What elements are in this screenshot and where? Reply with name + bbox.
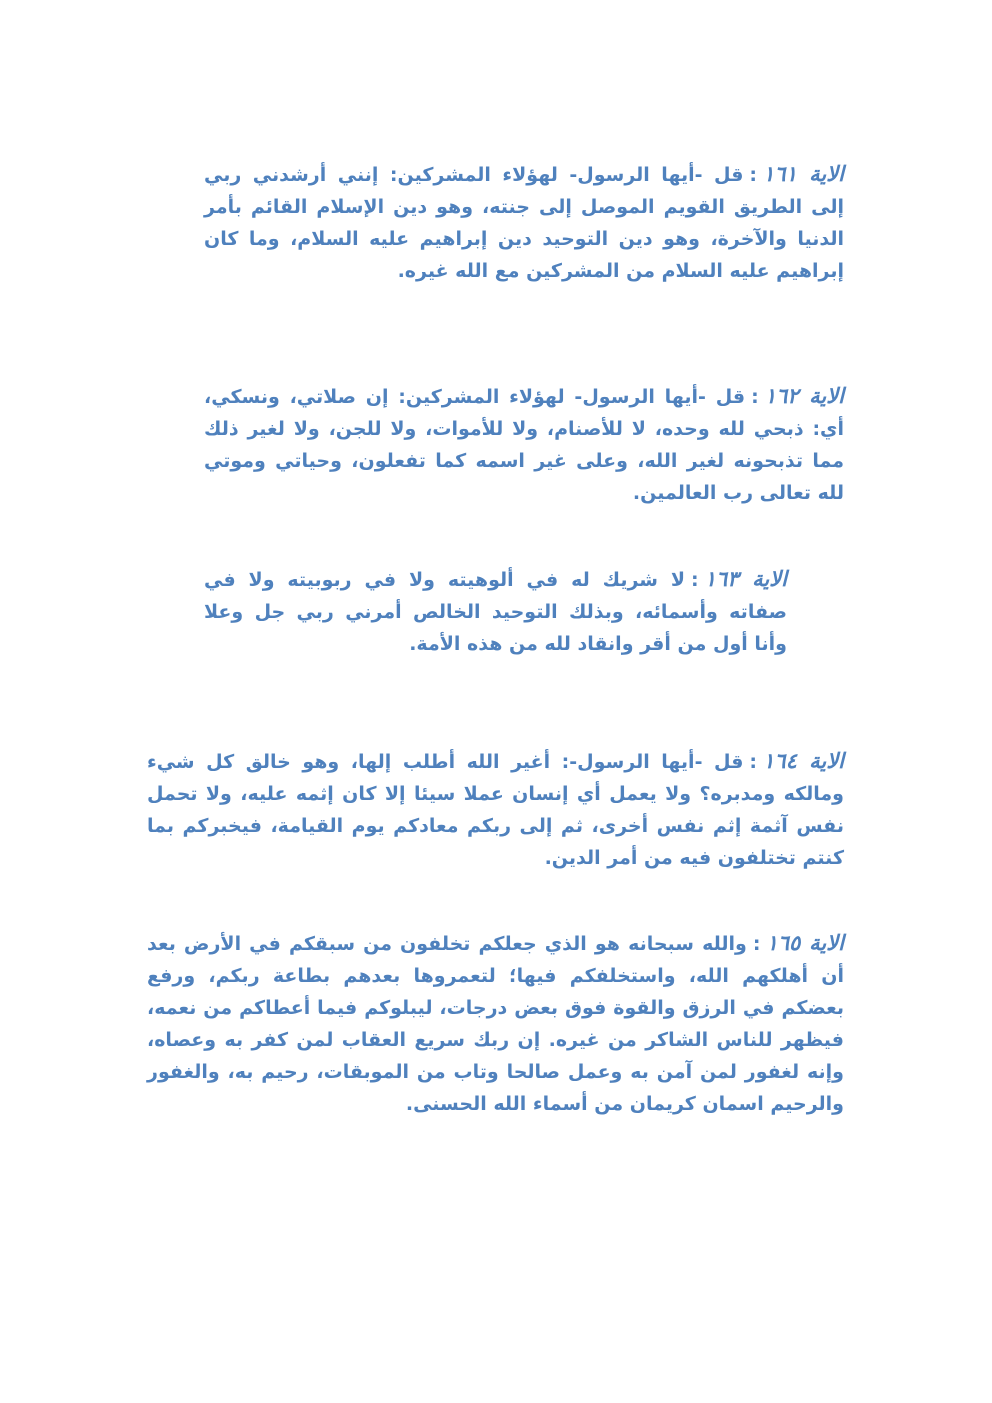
verse-164-paragraph xyxy=(147,745,844,874)
verse-separator: : xyxy=(751,386,759,408)
verse-separator: : xyxy=(752,933,761,955)
verse-label: الاية ١٦٤ xyxy=(763,748,845,773)
verse-text: والله سبحانه هو الذي جعلكم تخلفون من سبقكم في الأرض بعد أن أهلكهم الله، واستخلفكم فيها؛ لتعمروها بعدهم بطاعة ربكم، ورفع بعضكم في الرزق والقوة فوق بعض درجات، ليبلوكم فيما أعطاكم من نعمه، فيظهر للناس الشاكر من غيره. إن ربك سريع العقاب لمن كفر به وعصاه، وإنه لغفور لمن آمن به وعمل صالحا وتاب من الموبقات، رحيم به، والغفور والرحيم اسمان كريمان من أسماء الله الحسنى. xyxy=(147,933,844,1115)
verse-label: الاية ١٦٥ xyxy=(766,930,844,955)
verse-label: الاية ١٦٣ xyxy=(704,566,787,591)
verse-163-paragraph xyxy=(204,563,787,660)
verse-text: قل -أيها الرسول-: أغير الله أطلب إلها، وهو خالق كل شيء ومالكه ومدبره؟ ولا يعمل أي إنسان عملا سيئا إلا كان إثمه عليه، ولا تحمل نفس آثمة إثم نفس أخرى، ثم إلى ربكم معادكم يوم القيامة، فيخبركم بما كنتم تختلفون فيه من أمر الدين. xyxy=(147,751,844,869)
verse-text: قل -أيها الرسول- لهؤلاء المشركين: إنني أرشدني ربي إلى الطريق القويم الموصل إلى جنته، وهو دين الإسلام القائم بأمر الدنيا والآخرة، وهو دين التوحيد دين إبراهيم عليه السلام، وما كان إبراهيم عليه السلام من المشركين مع الله غيره. xyxy=(204,164,844,282)
verse-161-paragraph xyxy=(204,158,844,287)
verse-165-paragraph xyxy=(147,927,844,1120)
verse-separator: : xyxy=(691,569,699,591)
verse-162-paragraph xyxy=(204,380,844,509)
verse-text: قل -أيها الرسول- لهؤلاء المشركين: إن صلاتي، ونسكي، أي: ذبحي لله وحده، لا للأصنام، ولا للأموات، ولا للجن، ولا لغير ذلك مما تذبحونه لغير الله، وعلى غير اسمه كما تفعلون، وحياتي وموتي لله تعالى رب العالمين. xyxy=(204,386,844,504)
verse-separator: : xyxy=(749,164,758,186)
verse-separator: : xyxy=(749,751,758,773)
verse-text: لا شريك له في ألوهيته ولا في ربوبيته ولا في صفاته وأسمائه، وبذلك التوحيد الخالص أمرني ربي جل وعلا وأنا أول من أقر وانقاد لله من هذه الأمة. xyxy=(204,569,787,655)
verse-label: الاية ١٦٢ xyxy=(764,383,844,408)
verse-label: الاية ١٦١ xyxy=(763,161,844,186)
